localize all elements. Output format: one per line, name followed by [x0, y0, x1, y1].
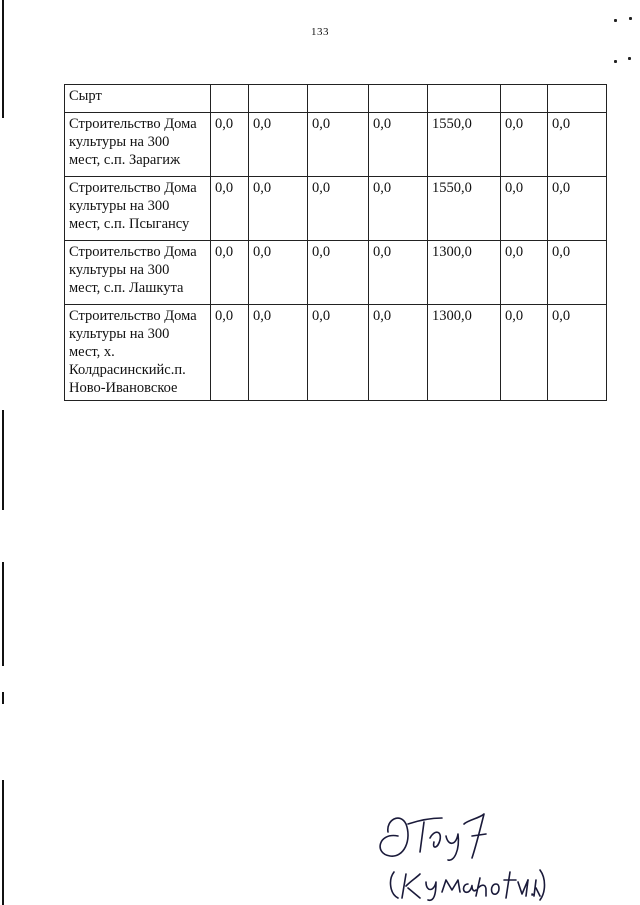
table-cell: 0,0 [501, 241, 548, 305]
signature-image [368, 802, 548, 902]
table-cell: 0,0 [369, 305, 428, 401]
data-table [64, 84, 607, 401]
table-cell: 0,0 [249, 241, 308, 305]
table-row [65, 305, 607, 401]
table-cell: 0,0 [369, 177, 428, 241]
table-cell: 0,0 [249, 113, 308, 177]
table-cell: 0,0 [211, 305, 249, 401]
table-cell: 0,0 [548, 305, 607, 401]
scan-dot [629, 17, 632, 20]
row-label: Строительство Дома культуры на 300 мест, с.п. Лашкута [65, 241, 211, 305]
scan-dot [614, 60, 617, 63]
table-cell [211, 85, 249, 113]
table-cell: 0,0 [548, 113, 607, 177]
scan-edge-mark [2, 410, 4, 510]
table-row [65, 241, 607, 305]
table-cell [369, 85, 428, 113]
table-cell: 0,0 [308, 113, 369, 177]
table-cell: 0,0 [211, 113, 249, 177]
table-cell [428, 85, 501, 113]
table-cell: 1300,0 [428, 241, 501, 305]
scan-dot [614, 19, 617, 22]
page-number: 133 [311, 26, 329, 38]
scan-edge-mark [2, 780, 4, 905]
table-cell: 0,0 [308, 177, 369, 241]
scan-dot [628, 57, 631, 60]
table-row [65, 85, 607, 113]
table-cell: 0,0 [211, 241, 249, 305]
table-cell [308, 85, 369, 113]
table-cell: 0,0 [308, 305, 369, 401]
table-cell [548, 85, 607, 113]
table-cell: 0,0 [501, 305, 548, 401]
row-label: Сырт [65, 85, 211, 113]
row-label: Строительство Дома культуры на 300 мест, с.п. Псыгансу [65, 177, 211, 241]
row-label: Строительство Дома культуры на 300 мест, с.п. Зарагиж [65, 113, 211, 177]
scan-edge-mark [2, 692, 4, 704]
table-row [65, 177, 607, 241]
table-cell: 1300,0 [428, 305, 501, 401]
table-cell: 0,0 [369, 113, 428, 177]
table-cell: 0,0 [249, 305, 308, 401]
table-cell: 0,0 [211, 177, 249, 241]
scan-edge-mark [2, 562, 4, 666]
table-cell: 0,0 [308, 241, 369, 305]
table-cell: 0,0 [501, 177, 548, 241]
table-cell [501, 85, 548, 113]
table-cell: 0,0 [501, 113, 548, 177]
table-cell [249, 85, 308, 113]
table-cell: 0,0 [369, 241, 428, 305]
scan-edge-mark [2, 0, 4, 118]
table-cell: 1550,0 [428, 113, 501, 177]
table-cell: 0,0 [548, 241, 607, 305]
table-cell: 0,0 [249, 177, 308, 241]
table-cell: 1550,0 [428, 177, 501, 241]
table-cell: 0,0 [548, 177, 607, 241]
row-label: Строительство Дома культуры на 300 мест, х. Колдрасинскийс.п. Ново-Ивановское [65, 305, 211, 401]
table-row [65, 113, 607, 177]
